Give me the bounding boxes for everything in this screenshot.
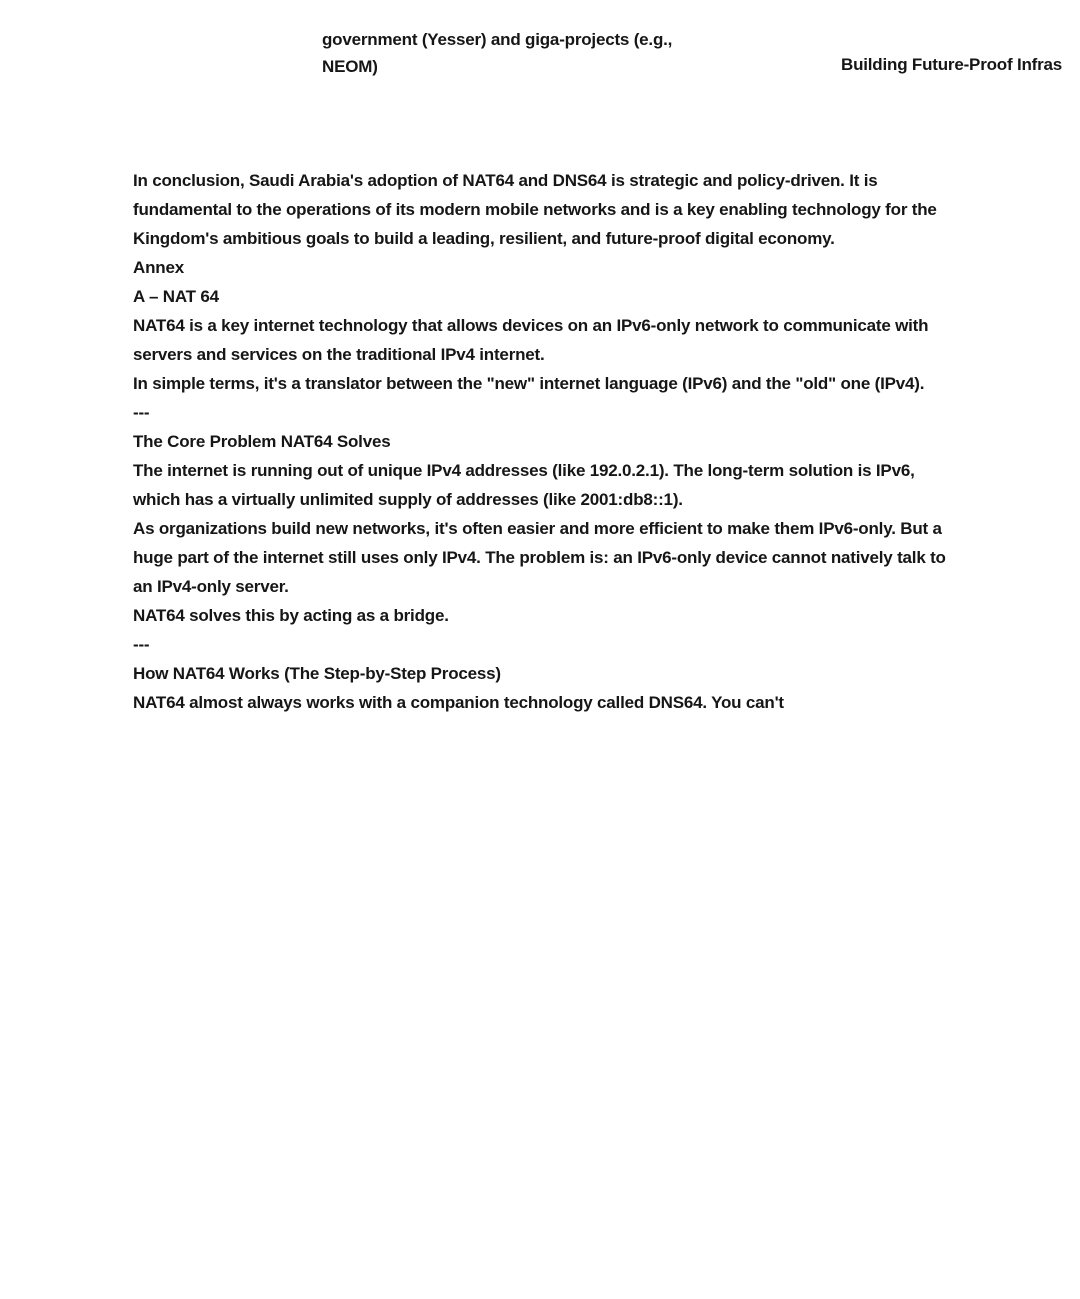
text-divider: --- — [133, 635, 150, 654]
text-divider: --- — [133, 403, 150, 422]
paragraph-bridge: NAT64 solves this by acting as a bridge. — [133, 606, 449, 625]
paragraph-running-out: The internet is running out of unique IPv4 addresses (like 192.0.2.1). The long-term solution is IPv6, which has a virtually unlimited supply of addresses (like 2001:db8::1). — [133, 461, 915, 509]
annex-label: Annex — [133, 258, 184, 277]
header-right-title: Building Future-Proof Infras — [841, 55, 1063, 74]
document-body — [133, 166, 953, 717]
header-left-line2: NEOM) — [322, 57, 378, 76]
annex-title-heading: A – NAT 64 — [133, 287, 219, 306]
paragraph-organizations: As organizations build new networks, it's often easier and more efficient to make them IPv6-only. But a huge part of the internet still uses only IPv4. The problem is: an IPv6-only device cannot natively talk to an IPv4-only server. — [133, 519, 946, 596]
paragraph-nat64-intro: NAT64 is a key internet technology that allows devices on an IPv6-only network to communicate with servers and services on the traditional IPv4 internet. — [133, 316, 929, 364]
heading-how-nat64-works: How NAT64 Works (The Step-by-Step Process) — [133, 664, 501, 683]
paragraph-dns64: NAT64 almost always works with a companion technology called DNS64. You can't — [133, 693, 784, 712]
header-left-line1: government (Yesser) and giga-projects (e.g., — [322, 30, 673, 49]
paragraph-conclusion: In conclusion, Saudi Arabia's adoption of NAT64 and DNS64 is strategic and policy-driven. It is fundamental to the operations of its modern mobile networks and is a key enabling technology for the Kingdom's ambitious goals to build a leading, resilient, and future-proof digital economy. — [133, 171, 937, 248]
paragraph-simple-terms: In simple terms, it's a translator between the "new" internet language (IPv6) and the "old" one (IPv4). — [133, 374, 925, 393]
header-left-cell — [322, 26, 772, 80]
heading-core-problem: The Core Problem NAT64 Solves — [133, 432, 391, 451]
